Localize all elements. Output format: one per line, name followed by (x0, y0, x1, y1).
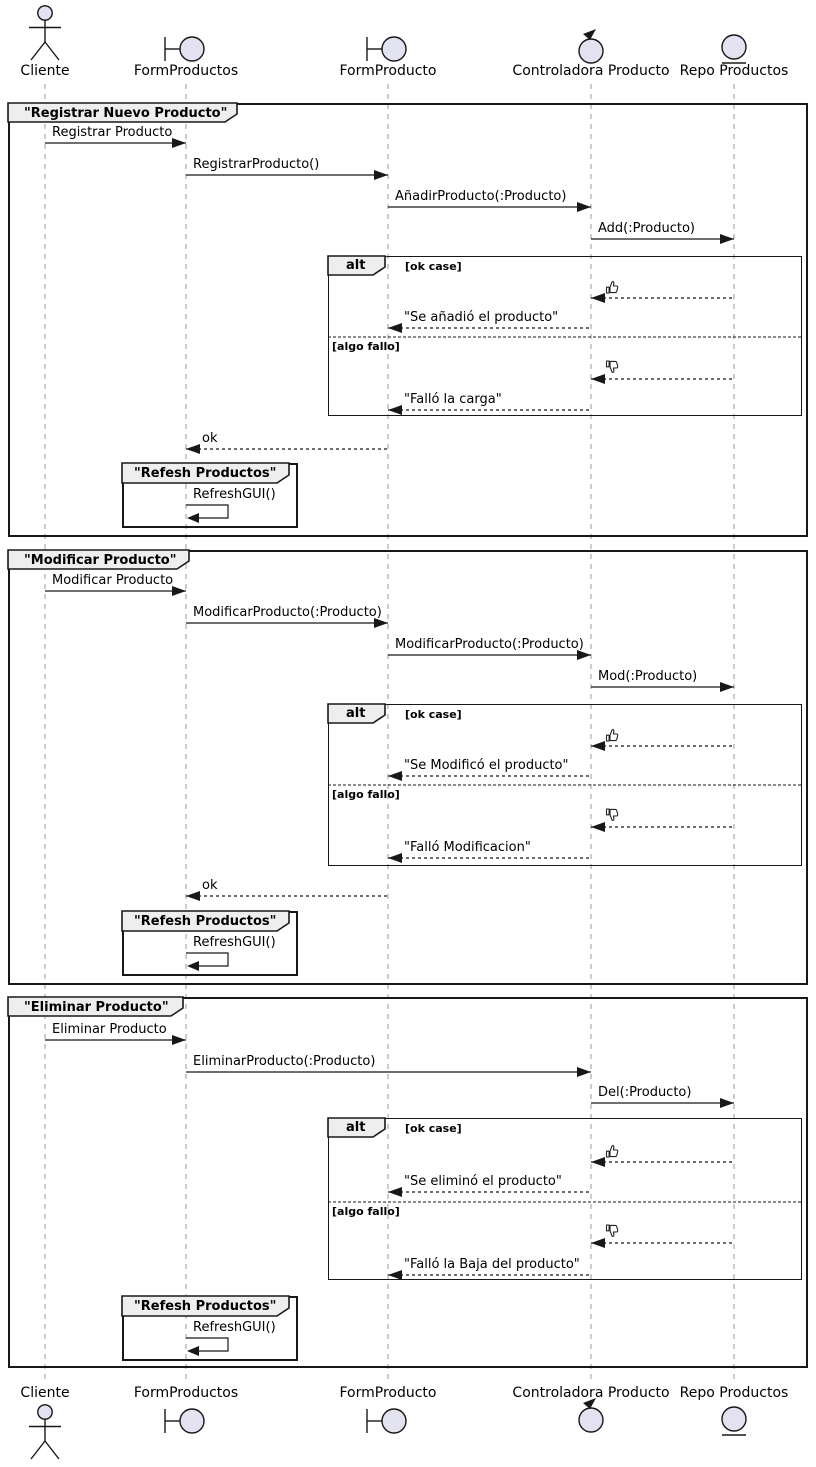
entity-icon-top (719, 33, 749, 67)
thumbs-down-icon (605, 360, 620, 375)
alt-guard-ok: [ok case] (405, 260, 462, 273)
actor-icon-bottom (25, 1404, 65, 1462)
message-label: ok (202, 878, 218, 893)
participant-label-controladora-bottom: Controladora Producto (512, 1385, 670, 1401)
frame-title: "Eliminar Producto" (24, 1000, 169, 1015)
thumbs-up-icon (605, 727, 620, 742)
message-label: "Se añadió el producto" (404, 310, 559, 325)
participant-label-formproducto-top: FormProducto (339, 63, 437, 79)
message-label: Add(:Producto) (598, 221, 696, 236)
alt-guard-fail: [algo fallo] (332, 1205, 400, 1218)
self-message-arrow (185, 951, 241, 973)
alt-guard-fail: [algo fallo] (332, 788, 400, 801)
control-icon-top (576, 29, 606, 65)
alt-operator-label: alt (346, 1120, 366, 1135)
alt-guard-ok: [ok case] (405, 1122, 462, 1135)
ref-title: "Refesh Productos" (134, 914, 277, 929)
self-message-arrow (185, 503, 241, 525)
participant-label-formproductos-bottom: FormProductos (133, 1385, 239, 1401)
control-icon-bottom (576, 1398, 606, 1434)
message-label: "Se Modificó el producto" (404, 758, 569, 773)
message-label: Modificar Producto (52, 573, 174, 588)
self-message-label: RefreshGUI() (193, 935, 276, 950)
alt-divider (328, 784, 802, 786)
message-label: Del(:Producto) (598, 1085, 692, 1100)
alt-operator-label: alt (346, 258, 366, 273)
message-label: ok (202, 431, 218, 446)
boundary-icon-bottom (365, 1406, 415, 1436)
message-label: "Falló la carga" (404, 392, 502, 407)
thumbs-down-icon (605, 808, 620, 823)
message-label: Eliminar Producto (52, 1022, 167, 1037)
participant-label-repo-bottom: Repo Productos (679, 1385, 789, 1401)
actor-icon-top (25, 5, 65, 63)
message-label: Registrar Producto (52, 125, 173, 140)
message-label: ModificarProducto(:Producto) (395, 637, 584, 652)
participant-label-repo-top: Repo Productos (679, 63, 789, 79)
message-label: ModificarProducto(:Producto) (193, 605, 382, 620)
alt-guard-fail: [algo fallo] (332, 340, 400, 353)
message-label: "Falló Modificacion" (404, 840, 531, 855)
frame-title: "Modificar Producto" (24, 553, 177, 568)
self-message-label: RefreshGUI() (193, 1320, 276, 1335)
message-label: Mod(:Producto) (598, 669, 698, 684)
frame-title: "Registrar Nuevo Producto" (24, 106, 228, 121)
ref-title: "Refesh Productos" (134, 466, 277, 481)
entity-icon-bottom (719, 1405, 749, 1439)
alt-operator-label: alt (346, 706, 366, 721)
message-label: AñadirProducto(:Producto) (395, 189, 567, 204)
participant-label-cliente-bottom: Cliente (20, 1385, 70, 1401)
boundary-icon-bottom (163, 1406, 213, 1436)
message-label: EliminarProducto(:Producto) (193, 1054, 376, 1069)
boundary-icon-top (163, 34, 213, 64)
alt-divider (328, 1201, 802, 1203)
participant-label-cliente-top: Cliente (20, 63, 70, 79)
alt-divider (328, 336, 802, 338)
alt-fragment (328, 1118, 802, 1280)
message-label: "Se eliminó el producto" (404, 1174, 562, 1189)
self-message-arrow (185, 1336, 241, 1358)
self-message-label: RefreshGUI() (193, 487, 276, 502)
thumbs-down-icon (605, 1224, 620, 1239)
boundary-icon-top (365, 34, 415, 64)
thumbs-up-icon (605, 1143, 620, 1158)
message-label: RegistrarProducto() (193, 157, 320, 172)
participant-label-formproducto-bottom: FormProducto (339, 1385, 437, 1401)
ref-title: "Refesh Productos" (134, 1299, 277, 1314)
participant-label-controladora-top: Controladora Producto (512, 63, 670, 79)
thumbs-up-icon (605, 279, 620, 294)
alt-guard-ok: [ok case] (405, 708, 462, 721)
participant-label-formproductos-top: FormProductos (133, 63, 239, 79)
message-label: "Falló la Baja del producto" (404, 1257, 580, 1272)
